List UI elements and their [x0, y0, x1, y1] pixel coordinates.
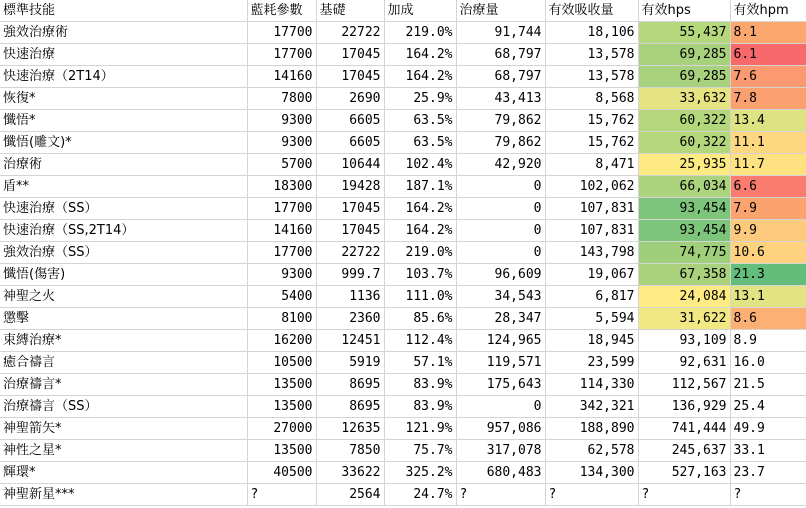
header-cell-absorb[interactable]: 有效吸收量	[545, 0, 638, 22]
cell-heal[interactable]: 28,347	[456, 308, 545, 330]
cell-hpm[interactable]: 8.6	[730, 308, 806, 330]
cell-base[interactable]: 8695	[316, 374, 384, 396]
cell-absorb[interactable]: 107,831	[545, 220, 638, 242]
cell-heal[interactable]: 957,086	[456, 418, 545, 440]
cell-hpm[interactable]: 8.1	[730, 22, 806, 44]
cell-skill[interactable]: 盾**	[0, 176, 247, 198]
cell-heal[interactable]: 34,543	[456, 286, 545, 308]
table-row	[0, 22, 806, 44]
cell-heal[interactable]: 124,965	[456, 330, 545, 352]
cell-bonus[interactable]: 57.1%	[384, 352, 456, 374]
cell-hps[interactable]: 60,322	[638, 132, 730, 154]
cell-base[interactable]: 33622	[316, 462, 384, 484]
cell-hpm[interactable]: 7.9	[730, 198, 806, 220]
cell-hps[interactable]: 66,034	[638, 176, 730, 198]
cell-base[interactable]: 999.7	[316, 264, 384, 286]
cell-hps[interactable]: 24,084	[638, 286, 730, 308]
cell-hpm[interactable]: 11.7	[730, 154, 806, 176]
cell-absorb[interactable]: 5,594	[545, 308, 638, 330]
table-row	[0, 330, 806, 352]
cell-skill[interactable]: 快速治療（SS,2T14）	[0, 220, 247, 242]
cell-heal[interactable]: 175,643	[456, 374, 545, 396]
cell-absorb[interactable]: 19,067	[545, 264, 638, 286]
cell-bonus[interactable]: 102.4%	[384, 154, 456, 176]
cell-skill[interactable]: 輝環*	[0, 462, 247, 484]
cell-skill[interactable]: 快速治療（SS）	[0, 198, 247, 220]
cell-hps[interactable]: 93,109	[638, 330, 730, 352]
cell-base[interactable]: 2360	[316, 308, 384, 330]
cell-base[interactable]: 7850	[316, 440, 384, 462]
cell-hpm[interactable]: 16.0	[730, 352, 806, 374]
cell-bonus[interactable]: 25.9%	[384, 88, 456, 110]
cell-bonus[interactable]: 164.2%	[384, 198, 456, 220]
cell-hps[interactable]: 60,322	[638, 110, 730, 132]
cell-skill[interactable]: 治療禱言*	[0, 374, 247, 396]
cell-bonus[interactable]: 63.5%	[384, 132, 456, 154]
cell-hps[interactable]: 112,567	[638, 374, 730, 396]
cell-mana[interactable]: 9300	[247, 132, 316, 154]
cell-skill[interactable]: 治療禱言（SS）	[0, 396, 247, 418]
cell-absorb[interactable]: 114,330	[545, 374, 638, 396]
cell-heal[interactable]: 119,571	[456, 352, 545, 374]
cell-hps[interactable]: 136,929	[638, 396, 730, 418]
cell-mana[interactable]: 14160	[247, 66, 316, 88]
header-cell-heal[interactable]: 治療量	[456, 0, 545, 22]
cell-mana[interactable]: 17700	[247, 22, 316, 44]
table-row	[0, 440, 806, 462]
cell-heal[interactable]: ?	[456, 484, 545, 506]
header-cell-mana[interactable]: 藍耗參數	[247, 0, 316, 22]
cell-hpm[interactable]: ?	[730, 484, 806, 506]
cell-absorb[interactable]: 8,471	[545, 154, 638, 176]
cell-hpm[interactable]: 9.9	[730, 220, 806, 242]
cell-heal[interactable]: 0	[456, 220, 545, 242]
cell-base[interactable]: 17045	[316, 220, 384, 242]
cell-base[interactable]: 6605	[316, 132, 384, 154]
cell-bonus[interactable]: 75.7%	[384, 440, 456, 462]
table-row	[0, 308, 806, 330]
cell-heal[interactable]: 68,797	[456, 44, 545, 66]
cell-base[interactable]: 12451	[316, 330, 384, 352]
cell-mana[interactable]: 17700	[247, 198, 316, 220]
cell-absorb[interactable]: 8,568	[545, 88, 638, 110]
cell-bonus[interactable]: 103.7%	[384, 264, 456, 286]
cell-mana[interactable]: 13500	[247, 374, 316, 396]
cell-hpm[interactable]: 23.7	[730, 462, 806, 484]
table-row	[0, 132, 806, 154]
header-cell-skill[interactable]: 標準技能	[0, 0, 247, 22]
cell-hps[interactable]: 92,631	[638, 352, 730, 374]
table-row	[0, 198, 806, 220]
cell-absorb[interactable]: 15,762	[545, 132, 638, 154]
cell-mana[interactable]: 5400	[247, 286, 316, 308]
table-row	[0, 374, 806, 396]
cell-hps[interactable]: 69,285	[638, 66, 730, 88]
cell-hps[interactable]: 74,775	[638, 242, 730, 264]
cell-mana[interactable]: 14160	[247, 220, 316, 242]
cell-bonus[interactable]: 63.5%	[384, 110, 456, 132]
cell-absorb[interactable]: 13,578	[545, 44, 638, 66]
table-row	[0, 286, 806, 308]
cell-hps[interactable]: 33,632	[638, 88, 730, 110]
cell-base[interactable]: 17045	[316, 198, 384, 220]
table-body	[0, 22, 806, 506]
cell-bonus[interactable]: 111.0%	[384, 286, 456, 308]
cell-skill[interactable]: 神聖新星***	[0, 484, 247, 506]
cell-bonus[interactable]: 164.2%	[384, 220, 456, 242]
cell-mana[interactable]: 18300	[247, 176, 316, 198]
cell-bonus[interactable]: 24.7%	[384, 484, 456, 506]
cell-mana[interactable]: 5700	[247, 154, 316, 176]
cell-base[interactable]: 2690	[316, 88, 384, 110]
cell-absorb[interactable]: 143,798	[545, 242, 638, 264]
cell-hpm[interactable]: 8.9	[730, 330, 806, 352]
cell-hpm[interactable]: 7.6	[730, 66, 806, 88]
header-cell-hpm[interactable]: 有效hpm	[730, 0, 806, 22]
cell-mana[interactable]: ?	[247, 484, 316, 506]
cell-mana[interactable]: 13500	[247, 396, 316, 418]
table-row	[0, 110, 806, 132]
header-cell-hps[interactable]: 有效hps	[638, 0, 730, 22]
cell-skill[interactable]: 強效治療術	[0, 22, 247, 44]
cell-skill[interactable]: 快速治療	[0, 44, 247, 66]
cell-base[interactable]: 22722	[316, 22, 384, 44]
cell-heal[interactable]: 79,862	[456, 110, 545, 132]
cell-heal[interactable]: 0	[456, 176, 545, 198]
cell-hps[interactable]: 31,622	[638, 308, 730, 330]
cell-absorb[interactable]: 102,062	[545, 176, 638, 198]
cell-heal[interactable]: 0	[456, 198, 545, 220]
cell-hpm[interactable]: 21.3	[730, 264, 806, 286]
cell-bonus[interactable]: 83.9%	[384, 374, 456, 396]
cell-base[interactable]: 17045	[316, 66, 384, 88]
cell-hpm[interactable]: 10.6	[730, 242, 806, 264]
header-cell-bonus[interactable]: 加成	[384, 0, 456, 22]
table-row	[0, 176, 806, 198]
cell-heal[interactable]: 91,744	[456, 22, 545, 44]
table-row	[0, 88, 806, 110]
cell-bonus[interactable]: 325.2%	[384, 462, 456, 484]
cell-skill[interactable]: 強效治療（SS）	[0, 242, 247, 264]
cell-hps[interactable]: 93,454	[638, 220, 730, 242]
cell-base[interactable]: 17045	[316, 44, 384, 66]
cell-hpm[interactable]: 6.1	[730, 44, 806, 66]
cell-heal[interactable]: 96,609	[456, 264, 545, 286]
cell-skill[interactable]: 治療術	[0, 154, 247, 176]
table-row	[0, 462, 806, 484]
cell-hps[interactable]: 93,454	[638, 198, 730, 220]
cell-base[interactable]: 10644	[316, 154, 384, 176]
cell-mana[interactable]: 10500	[247, 352, 316, 374]
cell-mana[interactable]: 17700	[247, 242, 316, 264]
cell-absorb[interactable]: 15,762	[545, 110, 638, 132]
cell-mana[interactable]: 8100	[247, 308, 316, 330]
cell-heal[interactable]: 42,920	[456, 154, 545, 176]
cell-bonus[interactable]: 121.9%	[384, 418, 456, 440]
cell-absorb[interactable]: 18,945	[545, 330, 638, 352]
cell-bonus[interactable]: 219.0%	[384, 242, 456, 264]
cell-skill[interactable]: 神聖之火	[0, 286, 247, 308]
table-row	[0, 242, 806, 264]
table-row	[0, 44, 806, 66]
cell-absorb[interactable]: 13,578	[545, 66, 638, 88]
table-row	[0, 154, 806, 176]
cell-skill[interactable]: 神聖箭矢*	[0, 418, 247, 440]
cell-base[interactable]: 8695	[316, 396, 384, 418]
cell-bonus[interactable]: 112.4%	[384, 330, 456, 352]
cell-hps[interactable]: 25,935	[638, 154, 730, 176]
cell-heal[interactable]: 680,483	[456, 462, 545, 484]
cell-absorb[interactable]: 188,890	[545, 418, 638, 440]
cell-hps[interactable]: 527,163	[638, 462, 730, 484]
cell-mana[interactable]: 16200	[247, 330, 316, 352]
cell-bonus[interactable]: 219.0%	[384, 22, 456, 44]
table-row	[0, 264, 806, 286]
cell-hps[interactable]: 55,437	[638, 22, 730, 44]
cell-skill[interactable]: 癒合禱言	[0, 352, 247, 374]
cell-hpm[interactable]: 6.6	[730, 176, 806, 198]
cell-skill[interactable]: 束縛治療*	[0, 330, 247, 352]
table-row	[0, 66, 806, 88]
cell-hpm[interactable]: 33.1	[730, 440, 806, 462]
cell-bonus[interactable]: 187.1%	[384, 176, 456, 198]
cell-absorb[interactable]: 342,321	[545, 396, 638, 418]
cell-hpm[interactable]: 11.1	[730, 132, 806, 154]
cell-base[interactable]: 2564	[316, 484, 384, 506]
cell-base[interactable]: 6605	[316, 110, 384, 132]
header-cell-base[interactable]: 基礎	[316, 0, 384, 22]
cell-base[interactable]: 5919	[316, 352, 384, 374]
cell-mana[interactable]: 13500	[247, 440, 316, 462]
cell-hps[interactable]: 67,358	[638, 264, 730, 286]
cell-heal[interactable]: 0	[456, 242, 545, 264]
cell-hps[interactable]: 741,444	[638, 418, 730, 440]
cell-hpm[interactable]: 25.4	[730, 396, 806, 418]
cell-mana[interactable]: 40500	[247, 462, 316, 484]
cell-hpm[interactable]: 21.5	[730, 374, 806, 396]
cell-mana[interactable]: 17700	[247, 44, 316, 66]
cell-hps[interactable]: 69,285	[638, 44, 730, 66]
cell-bonus[interactable]: 164.2%	[384, 44, 456, 66]
cell-hps[interactable]: ?	[638, 484, 730, 506]
cell-absorb[interactable]: 23,599	[545, 352, 638, 374]
cell-absorb[interactable]: 62,578	[545, 440, 638, 462]
cell-base[interactable]: 1136	[316, 286, 384, 308]
cell-base[interactable]: 19428	[316, 176, 384, 198]
cell-mana[interactable]: 9300	[247, 110, 316, 132]
cell-absorb[interactable]: 107,831	[545, 198, 638, 220]
table-row	[0, 220, 806, 242]
cell-heal[interactable]: 68,797	[456, 66, 545, 88]
cell-skill[interactable]: 懺悟(傷害)	[0, 264, 247, 286]
cell-mana[interactable]: 7800	[247, 88, 316, 110]
table-row	[0, 418, 806, 440]
cell-absorb[interactable]: ?	[545, 484, 638, 506]
cell-mana[interactable]: 27000	[247, 418, 316, 440]
cell-heal[interactable]: 0	[456, 396, 545, 418]
cell-bonus[interactable]: 83.9%	[384, 396, 456, 418]
table-row	[0, 484, 806, 506]
cell-base[interactable]: 22722	[316, 242, 384, 264]
cell-skill[interactable]: 快速治療（2T14）	[0, 66, 247, 88]
cell-skill[interactable]: 懺悟*	[0, 110, 247, 132]
cell-skill[interactable]: 懲擊	[0, 308, 247, 330]
cell-hpm[interactable]: 13.4	[730, 110, 806, 132]
cell-absorb[interactable]: 18,106	[545, 22, 638, 44]
cell-skill[interactable]: 懺悟(雕文)*	[0, 132, 247, 154]
cell-heal[interactable]: 79,862	[456, 132, 545, 154]
cell-hpm[interactable]: 49.9	[730, 418, 806, 440]
cell-mana[interactable]: 9300	[247, 264, 316, 286]
table-row	[0, 396, 806, 418]
table-row	[0, 352, 806, 374]
cell-hpm[interactable]: 7.8	[730, 88, 806, 110]
cell-heal[interactable]: 317,078	[456, 440, 545, 462]
cell-absorb[interactable]: 134,300	[545, 462, 638, 484]
cell-bonus[interactable]: 164.2%	[384, 66, 456, 88]
cell-hpm[interactable]: 13.1	[730, 286, 806, 308]
cell-skill[interactable]: 神性之星*	[0, 440, 247, 462]
cell-bonus[interactable]: 85.6%	[384, 308, 456, 330]
cell-hps[interactable]: 245,637	[638, 440, 730, 462]
header-row	[0, 0, 806, 22]
cell-base[interactable]: 12635	[316, 418, 384, 440]
cell-heal[interactable]: 43,413	[456, 88, 545, 110]
cell-skill[interactable]: 恢復*	[0, 88, 247, 110]
cell-absorb[interactable]: 6,817	[545, 286, 638, 308]
